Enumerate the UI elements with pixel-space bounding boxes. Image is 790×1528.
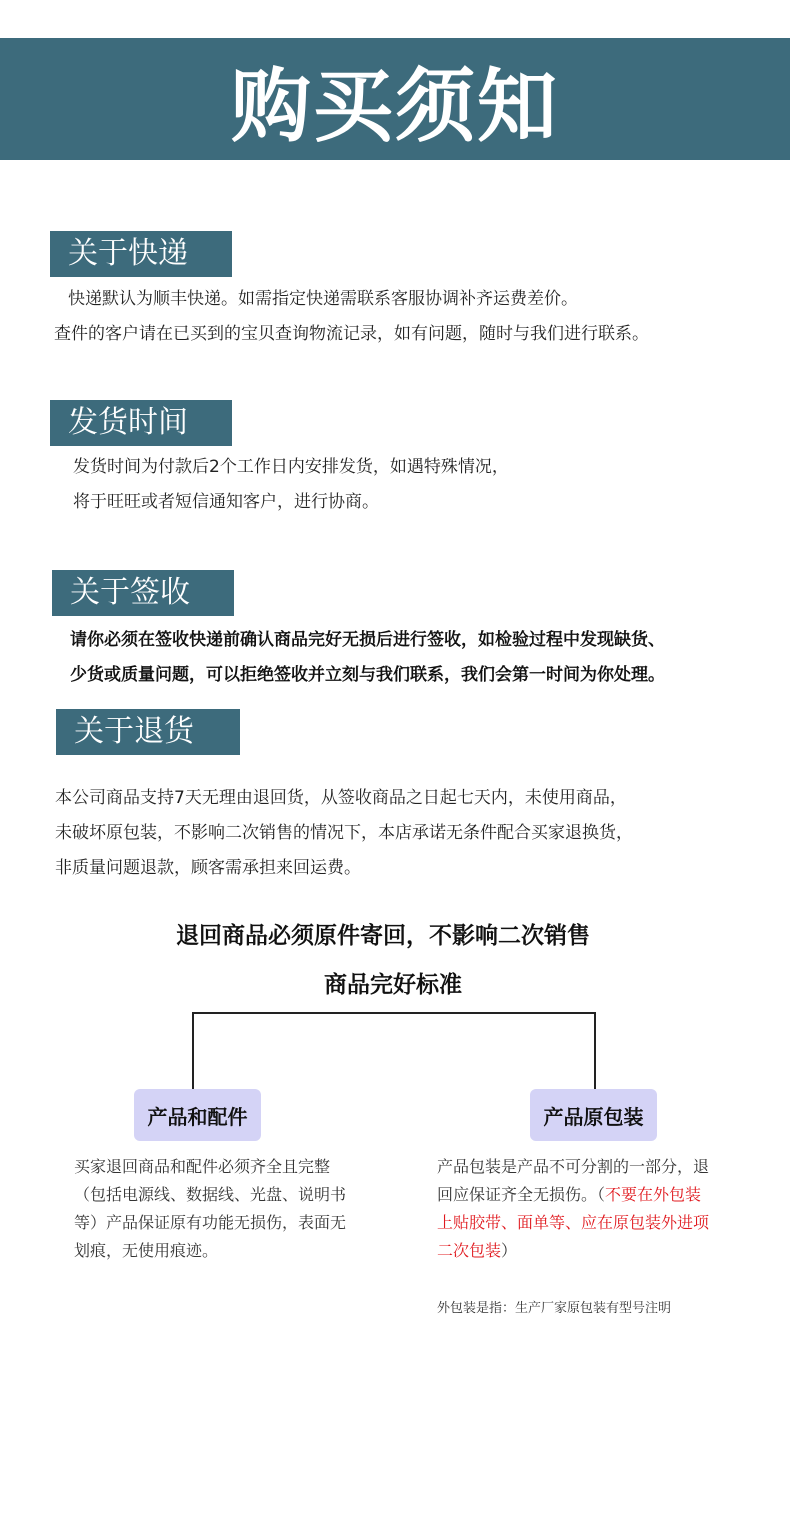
desc-packaging-end: ） (501, 1241, 518, 1260)
text-line: 将于旺旺或者短信通知客户，进行协商。 (73, 492, 379, 512)
desc-packaging-text: 产品包装是产品不可分割的一部分，退回应保证齐全无损伤。（ (437, 1157, 710, 1204)
text-line: 未破坏原包装，不影响二次销售的情况下，本店承诺无条件配合买家退换货， (55, 823, 633, 843)
section-heading-returns: 关于退货 (56, 709, 240, 755)
section-text-dispatch-time (73, 450, 509, 520)
box-original-packaging: 产品原包装 (530, 1089, 657, 1141)
desc-product-accessories: 买家退回商品和配件必须齐全且完整（包括电源线、数据线、光盘、说明书等）产品保证原有功能无损伤，表面无划痕，无使用痕迹。 (74, 1157, 347, 1260)
section-heading-receipt: 关于签收 (52, 570, 234, 616)
desc-original-packaging (437, 1153, 713, 1265)
diagram-subtitle: 商品完好标准 (324, 972, 462, 998)
text-line: 发货时间为付款后2个工作日内安排发货，如遇特殊情况， (73, 457, 509, 477)
connector-line-right (594, 1012, 596, 1090)
text-line: 非质量问题退款，顾客需承担来回运费。 (55, 858, 361, 878)
text-line: 少货或质量问题，可以拒绝签收并立刻与我们联系，我们会第一时间为你处理。 (70, 665, 665, 685)
section-heading-shipping: 关于快递 (50, 231, 232, 277)
packaging-note: 外包装是指：生产厂家原包装有型号注明 (437, 1301, 672, 1316)
desc-packaging-warning: 不要在外包装上贴胶带、面单等、应在原包装外进项二次包装 (437, 1185, 710, 1260)
connector-line-top (192, 1012, 596, 1014)
diagram-title: 退回商品必须原件寄回，不影响二次销售 (176, 923, 590, 949)
box-product-accessories: 产品和配件 (134, 1089, 261, 1141)
header-banner (0, 38, 790, 160)
connector-line-left (192, 1012, 194, 1090)
text-line: 查件的客户请在已买到的宝贝查询物流记录，如有问题，随时与我们进行联系。 (54, 324, 649, 344)
section-text-shipping (54, 282, 649, 352)
section-text-receipt (70, 623, 665, 693)
section-heading-dispatch-time: 发货时间 (50, 400, 232, 446)
text-line: 请你必须在签收快递前确认商品完好无损后进行签收，如检验过程中发现缺货、 (70, 630, 665, 650)
text-line: 本公司商品支持7天无理由退回货，从签收商品之日起七天内，未使用商品， (55, 788, 627, 808)
text-line: 快递默认为顺丰快递。如需指定快递需联系客服协调补齐运费差价。 (68, 289, 578, 309)
section-text-returns (55, 781, 633, 886)
page-title: 购买须知 (231, 59, 559, 153)
